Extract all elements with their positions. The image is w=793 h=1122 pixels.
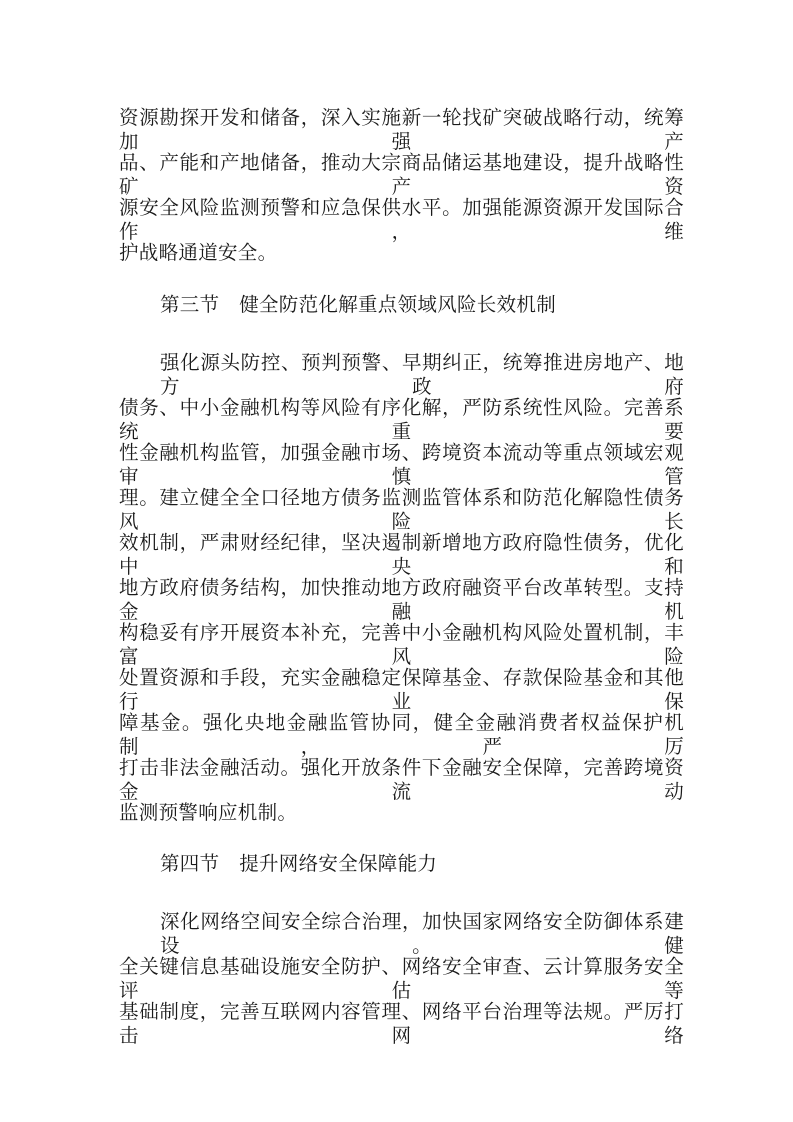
paragraph-line: 全关键信息基础设施安全防护、网络安全审查、云计算服务安全评估等 (119, 955, 684, 1002)
paragraph-line: 债务、中小金融机构等风险有序化解，严防系统性风险。完善系统重要 (119, 396, 684, 443)
section-heading: 第三节 健全防范化解重点领域风险长效机制 (160, 293, 557, 316)
paragraph-line: 护战略通道安全。 (119, 241, 278, 264)
paragraph-line: 打击非法金融活动。强化开放条件下金融安全保障，完善跨境资金流动 (119, 756, 684, 803)
paragraph-line: 监测预警响应机制。 (119, 801, 298, 824)
paragraph-line: 资源勘探开发和储备，深入实施新一轮找矿突破战略行动，统筹加强产 (119, 106, 684, 153)
paragraph-line: 障基金。强化央地金融监管协同，健全金融消费者权益保护机制，严厉 (119, 711, 684, 758)
paragraph-line: 地方政府债务结构，加快推动地方政府融资平台改革转型。支持金融机 (119, 576, 684, 623)
paragraph-line: 处置资源和手段，充实金融稳定保障基金、存款保险基金和其他行业保 (119, 666, 684, 713)
paragraph-line: 构稳妥有序开展资本补充，完善中小金融机构风险处置机制，丰富风险 (119, 621, 684, 668)
section-heading: 第四节 提升网络安全保障能力 (160, 852, 438, 875)
paragraph-line: 源安全风险监测预警和应急保供水平。加强能源资源开发国际合作，维 (119, 196, 684, 243)
paragraph-line: 性金融机构监管，加强金融市场、跨境资本流动等重点领域宏观审慎管 (119, 441, 684, 488)
paragraph-line: 强化源头防控、预判预警、早期纠正，统筹推进房地产、地方政府 (160, 351, 684, 398)
paragraph-line: 理。建立健全全口径地方债务监测监管体系和防范化解隐性债务风险长 (119, 486, 684, 533)
paragraph-line: 品、产能和产地储备，推动大宗商品储运基地建设，提升战略性矿产资 (119, 151, 684, 198)
paragraph-line: 基础制度，完善互联网内容管理、网络平台治理等法规。严厉打击网络 (119, 1000, 684, 1047)
paragraph-line: 深化网络空间安全综合治理，加快国家网络安全防御体系建设。健 (160, 910, 684, 957)
paragraph-line: 效机制，严肃财经纪律，坚决遏制新增地方政府隐性债务，优化中央和 (119, 531, 684, 578)
